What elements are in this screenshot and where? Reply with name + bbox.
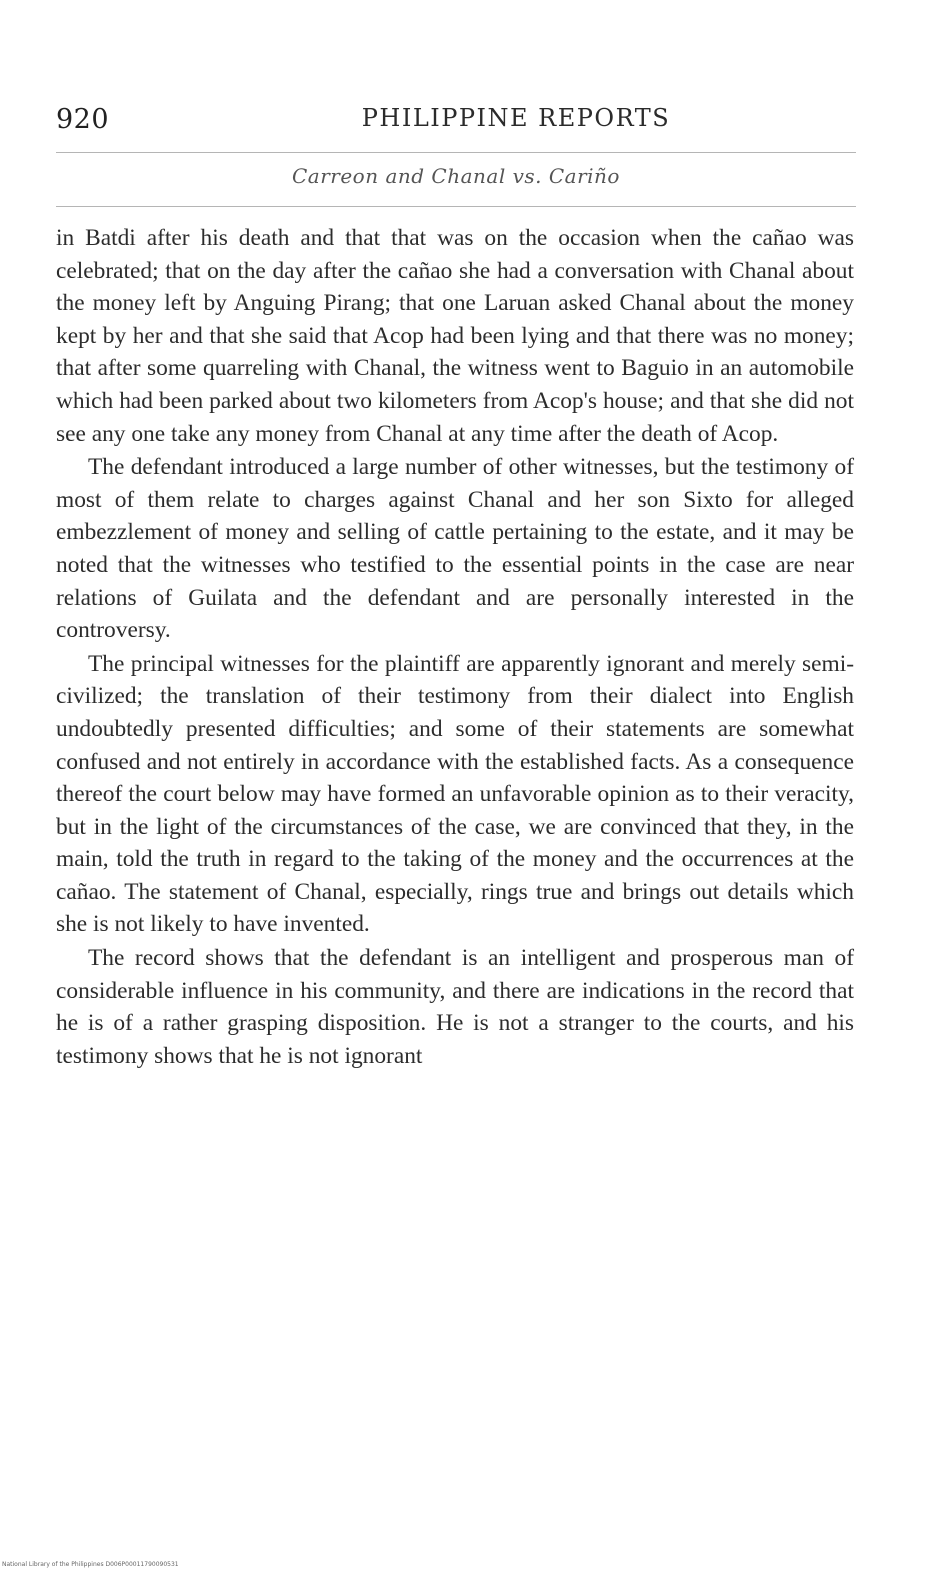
page-header [56,100,856,148]
paragraph-continued: in Batdi after his death and that that was on the occasion when the cañao was celebrated; that on the day after the cañao she had a conversation with Chanal about the money left by Anguing Pirang; that one Laruan asked Chanal about the money kept by her and that she said that Acop had been lying and that there was no money; that after some quarreling with Chanal, the witness went to Baguio in an automobile which had been parked about two kilometers from Acop's house; and that she did not see any one take any money from Chanal at any time after the death of Acop. [56,225,854,447]
paragraph: The principal witnesses for the plaintiff are apparently ignorant and merely semi-civilized; the translation of their testimony from their dialect into English undoubtedly presented difficulties; and some of their statements are somewhat confused and not entirely in accordance with the established facts. As a consequence thereof the court below may have formed an unfavorable opinion as to their veracity, but in the light of the circumstances of the case, we are convinced that they, in the main, told the truth in regard to the taking of the money and the occurrences at the cañao. The statement of Chanal, especially, rings true and brings out details which she is not likely to have invented. [56,650,854,938]
case-caption: Carreon and Chanal vs. Cariño [292,164,620,188]
header-rule-bottom [56,206,856,207]
running-title: PHILIPPINE REPORTS [361,104,671,132]
page-number: 920 [56,104,110,135]
paragraph: The record shows that the defendant is an intelligent and prosperous man of considerable influence in his community, and there are indications in the record that he is of a rather grasping disposition. He is not a stranger to the courts, and his testimony shows that he is not ignorant [56,945,854,1069]
paragraph: The defendant introduced a large number of other witnesses, but the testimony of most of them relate to charges against Chanal and her son Sixto for alleged embezzlement of money and selling of cattle pertaining to the estate, and it may be noted that the witnesses who testified to the essential points in the case are near relations of Guilata and the defendant and are personally interested in the controversy. [56,454,854,644]
body-text [56,222,854,1072]
header-rule-top [56,152,856,153]
source-footer-note: National Library of the Philippines D006P00011790090531 [2,1561,179,1568]
